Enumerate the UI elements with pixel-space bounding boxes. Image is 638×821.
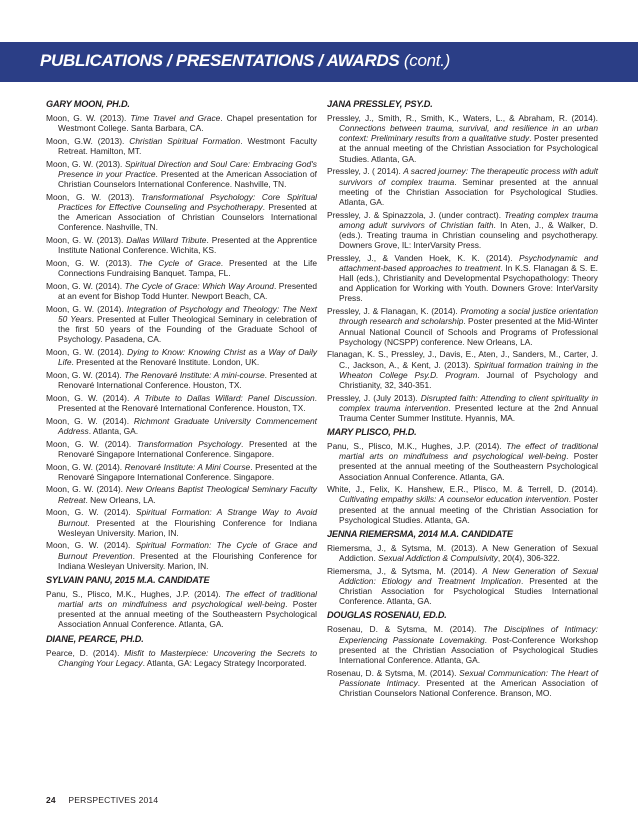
citation-entry bbox=[327, 210, 598, 251]
citation-authors: Moon, G. W. (2014). bbox=[46, 303, 127, 314]
page-title-suffix: (cont.) bbox=[403, 51, 450, 70]
citation-entry bbox=[327, 543, 598, 563]
citation-details: . Poster presented at the annual meeting of the Christian Association for Psychological Studies. Atlanta, GA. bbox=[339, 494, 598, 525]
author-section-diane-pearce-ph-d bbox=[46, 634, 317, 668]
citation-authors: Riemersma, J., & Sytsma, M. (2014). bbox=[327, 565, 483, 576]
citation-title: Spiritual formation training in the Wheaton College Psy.D. Program bbox=[339, 359, 598, 380]
citation-title: Treating complex trauma among adult survivors of Christian faith bbox=[339, 209, 598, 230]
citation-title: Misfit to Masterpiece: Uncovering the Secrets to Changing Your Legacy bbox=[58, 647, 317, 668]
citation-entry bbox=[327, 349, 598, 390]
citation-title: Spiritual Formation: The Cycle of Grace and Burnout Prevention bbox=[58, 540, 317, 561]
citation-entry bbox=[46, 192, 317, 233]
citation-title: Sexual Addiction & Compulsivity bbox=[378, 553, 498, 564]
citation-title: A New Generation of Sexual Addiction: Etiology and Treatment Implication bbox=[339, 565, 598, 586]
citation-details: . In Aten, J., & Walker, D. (eds.). Treating trauma in Christian counseling and psychotherapy. Downers Grove, IL: InterVarsity Press. bbox=[339, 219, 598, 251]
citation-details: . Chapel presentation for Westmont College. Santa Barbara, CA. bbox=[58, 113, 317, 134]
citation-title: The Cycle of Grace: Which Way Around bbox=[124, 280, 274, 291]
citation-details: . Presented at the American Association of Christian Counselors National Conference. Branson, MO. bbox=[339, 677, 598, 698]
citation-authors: Moon, G. W. (2013). bbox=[46, 113, 131, 123]
author-section-jenna-riemersma-2014-m-a-candidate bbox=[327, 529, 598, 607]
citation-details: , 20(4), 306-322. bbox=[497, 553, 560, 564]
citation-authors: Panu, S., Plisco, M.K., Hughes, J.P. (2014). bbox=[327, 441, 507, 452]
citation-details: . Seminar presented at the annual meeting of the Christian Association for Psychological Studies. Atlanta, GA. bbox=[339, 176, 598, 207]
citation-details: . Presented at the American Association of Christian Counselors International Conference. Nashville, TN. bbox=[58, 202, 317, 233]
citation-authors: Pressley, J., & Vanden Hoek, K. K. (2014). bbox=[327, 252, 519, 263]
citation-title: Renovaré Institute: A Mini Course bbox=[124, 461, 251, 472]
author-heading: DIANE, PEARCE, PH.D. bbox=[46, 633, 144, 644]
citation-details: . Atlanta, GA: Legacy Strategy Incorporated. bbox=[142, 657, 307, 668]
citation-entry bbox=[327, 624, 598, 665]
author-section-douglas-rosenau-ed-d bbox=[327, 610, 598, 698]
citation-title: A Tribute to Dallas Willard: Panel Discussion bbox=[134, 392, 315, 403]
citation-authors: Moon, G. W. (2014). bbox=[46, 415, 134, 426]
citation-title: Dying to Know: Knowing Christ as a Way of Daily Life bbox=[58, 347, 318, 368]
citation-authors: Pressley, J. & Spinazzola, J. (under contract). bbox=[327, 209, 505, 220]
citation-authors: Pearce, D. (2014). bbox=[46, 647, 125, 658]
citation-authors: Moon, G. W. (2014). bbox=[46, 540, 136, 551]
citation-entry bbox=[327, 253, 598, 304]
author-heading: JANA PRESSLEY, PSY.D. bbox=[327, 99, 433, 109]
author-heading: JENNA RIEMERSMA, 2014 M.A. CANDIDATE bbox=[327, 528, 513, 539]
citation-details: . Presented at the Flourishing Conference for Indiana Wesleyan University. Marion, IN. bbox=[58, 550, 317, 571]
citation-details: . Post-Conference Workshop presented at the Christian Association of Psychological Studies International Conference. Atlanta, GA. bbox=[339, 634, 599, 665]
citation-details: . Presented at the Renovaré Singapore International Conference. Singapore. bbox=[58, 438, 317, 459]
citation-title: Connections between trauma, survival, and resilience in an urban context: Preliminary results from a qualitative study bbox=[339, 123, 598, 144]
citation-entry bbox=[46, 648, 317, 668]
citation-title: Psychodynamic and attachment-based approaches to treatment bbox=[339, 252, 598, 273]
author-heading: DOUGLAS ROSENAU, ED.D. bbox=[327, 610, 447, 621]
section-banner bbox=[0, 42, 638, 82]
citation-details: . Presented at an event for Bishop Todd Hunter. Newport Beach, CA. bbox=[58, 280, 317, 302]
citation-title: Promoting a social justice orientation through research and scholarship bbox=[339, 306, 598, 327]
citation-authors: Pressley, J., Smith, R., Smith, K., Waters, L., & Abraham, R. (2014). bbox=[327, 113, 598, 123]
page-title bbox=[40, 51, 450, 71]
citation-authors: Rosenau, D. & Sytsma, M. (2014). bbox=[327, 624, 483, 635]
citation-entry bbox=[46, 304, 317, 345]
citation-title: Transformational Psychology: Core Spiritual Practices for Effective Counseling and Psychotherapy bbox=[58, 191, 318, 213]
citation-authors: Moon, G. W. (2014). bbox=[46, 461, 125, 472]
citation-details: . Presented at Renovaré International Conference. Houston, TX. bbox=[58, 369, 317, 391]
citation-entry bbox=[46, 258, 317, 278]
citation-authors: Pressley, J. ( 2014). bbox=[327, 166, 404, 177]
citation-entry bbox=[46, 235, 317, 255]
citation-authors: Moon, G. W. (2014). bbox=[46, 484, 126, 495]
citation-title: Spiritual Direction and Soul Care: Embracing God's Presence in your Practice bbox=[58, 158, 317, 179]
citation-entry bbox=[46, 281, 317, 301]
citation-details: . Presented lecture at the 2nd Annual Trauma Center Summer Institute. Hyannis, MA. bbox=[339, 402, 598, 423]
citation-title: The effect of traditional martial arts on mindfulness and psychological well-being bbox=[339, 441, 598, 462]
citation-authors: Pressley, J. (July 2013). bbox=[327, 392, 421, 403]
citation-details: . Presented at the American Association of Christian Counselors International Conference. Nashville, TN. bbox=[58, 168, 317, 190]
citation-entry bbox=[327, 393, 598, 423]
citation-entry bbox=[46, 462, 317, 482]
citation-details: . Presented at the Renovaré International Conference. Houston, TX. bbox=[58, 392, 317, 413]
author-section-mary-plisco-ph-d bbox=[327, 427, 598, 525]
citation-title: Disrupted faith: Attending to client spirituality in complex trauma intervention bbox=[339, 392, 599, 413]
left-column bbox=[46, 99, 317, 670]
citation-entry bbox=[327, 306, 598, 347]
citation-entry bbox=[46, 484, 317, 504]
page-number: 24 bbox=[46, 795, 56, 805]
citation-entry bbox=[327, 441, 598, 482]
citation-authors: Moon, G. W. (2013). bbox=[46, 158, 125, 169]
citation-details: . Presented at the Renovaré Singapore International Conference. Singapore. bbox=[58, 461, 317, 482]
citation-details: . Poster presented at the annual meeting of the Southeastern Psychological Association Annual Conference. Atlanta, GA. bbox=[339, 451, 599, 482]
citation-details: . Poster presented at the Mid-Winter Annual National Council of Schools and Programs of Professional Psychology (NCSPP) conference. New Orleans, LA. bbox=[339, 316, 598, 347]
citation-entry bbox=[46, 370, 317, 390]
citation-authors: Moon, G. W. (2014). bbox=[46, 280, 125, 291]
citation-title: Transformation Psychology bbox=[136, 438, 242, 449]
citation-authors: Moon, G. W. (2013). bbox=[46, 235, 127, 246]
right-column bbox=[327, 99, 598, 701]
author-section-jana-pressley-psy-d bbox=[327, 99, 598, 423]
page-title-text: PUBLICATIONS / PRESENTATIONS / AWARDS bbox=[40, 51, 400, 70]
citation-authors: Rosenau, D. & Sytsma, M. (2014). bbox=[327, 667, 460, 678]
citation-authors: Riemersma, J., & Sytsma, M. (2013). A New Generation of Sexual Addiction. bbox=[327, 542, 598, 564]
citation-authors: White, J., Felix, K. Hanshew, E.R., Plisco, M. & Terrell, D. (2014). bbox=[327, 484, 598, 495]
citation-details: . Journal of Psychology and Christianity, 32, 340-351. bbox=[339, 369, 599, 390]
publication-name: PERSPECTIVES 2014 bbox=[68, 795, 159, 805]
citation-details: . Presented at the Christian Association for Psychological Studies International Conference. Atlanta, GA. bbox=[339, 576, 598, 607]
citation-details: . Atlanta, GA. bbox=[88, 425, 139, 436]
citation-details: . Poster presented at the annual meeting of the Southeastern Psychological Association Annual Conference. Atlanta, GA. bbox=[58, 599, 318, 630]
citation-details: . In K.S. Flanagan & S. E. Hall (eds.), Christianity and Developmental Psychopathology: Theory and Application for Working with Youth. Downers Grove: InterVarsity Press. bbox=[339, 262, 599, 304]
citation-entry bbox=[327, 484, 598, 525]
citation-authors: Pressley, J. & Flanagan, K. (2014). bbox=[327, 306, 461, 317]
citation-entry bbox=[327, 566, 598, 607]
citation-title: Christian Spiritual Formation bbox=[129, 135, 241, 146]
citation-authors: Moon, G. W. (2014). bbox=[46, 369, 125, 380]
citation-title: New Orleans Baptist Theological Seminary Faculty Retreat bbox=[58, 484, 317, 505]
citation-entry bbox=[46, 159, 317, 189]
author-heading: MARY PLISCO, PH.D. bbox=[327, 427, 417, 438]
citation-entry bbox=[46, 589, 317, 630]
citation-entry bbox=[327, 166, 598, 207]
citation-entry bbox=[46, 347, 317, 367]
citation-details: . Westmont Faculty Retreat. Hamilton, MT. bbox=[58, 135, 317, 157]
citation-title: Sexual Communication: The Heart of Passionate Intimacy bbox=[339, 667, 598, 688]
citation-title: Spiritual Formation: A Strange Way to Avoid Burnout bbox=[58, 507, 317, 528]
citation-authors: Moon, G. W. (2013). bbox=[46, 258, 138, 268]
citation-entry bbox=[46, 393, 317, 413]
citation-details: . Presented at Fuller Theological Seminary in celebration of the first 50 years of the Founding of the Graduate School of Psychology. Pasadena, CA. bbox=[58, 313, 318, 345]
citation-authors: Panu, S., Plisco, M.K., Hughes, J.P. (2014). bbox=[46, 588, 226, 599]
author-section-sylvain-panu-2015-m-a-candidate bbox=[46, 575, 317, 630]
citation-entry bbox=[327, 113, 598, 164]
citation-details: . Presented at the Flourishing Conference for Indiana Wesleyan University. Marion, IN. bbox=[58, 517, 317, 538]
citation-details: . Presented at the Renovaré Institute. London, UK. bbox=[71, 357, 260, 368]
author-heading: GARY MOON, PH.D. bbox=[46, 99, 130, 109]
citation-authors: Flanagan, K. S., Pressley, J., Davis, E., Aten, J., Sanders, M., Carter, J. C., Jackson, A., & Kent, J. (2013). bbox=[327, 349, 598, 370]
citation-title: Cultivating empathy skills: A counselor education intervention bbox=[339, 494, 569, 505]
citation-authors: Moon, G. W. (2013). bbox=[46, 191, 142, 202]
citation-entry bbox=[46, 507, 317, 537]
page-footer bbox=[46, 795, 158, 805]
citation-title: The effect of traditional martial arts on mindfulness and psychological well-being bbox=[58, 588, 317, 610]
citation-entry bbox=[46, 439, 317, 459]
author-section-gary-moon-ph-d bbox=[46, 99, 317, 571]
citation-title: Dallas Willard Tribute bbox=[126, 235, 207, 246]
citation-details: . Presented at the Life Connections Fundraising Banquet. Tampa, FL. bbox=[58, 258, 317, 279]
citation-details: . Presented at the Apprentice Institute National Conference. Wichita, KS. bbox=[58, 235, 318, 256]
citation-authors: Moon, G. W. (2014). bbox=[46, 347, 128, 358]
citation-authors: Moon, G. W. (2014). bbox=[46, 507, 136, 518]
citation-entry bbox=[46, 136, 317, 156]
citation-title: A sacred journey: The therapeutic process with adult survivors of complex trauma bbox=[339, 166, 598, 187]
citation-title: The Cycle of Grace bbox=[137, 258, 221, 268]
citation-authors: Moon, G. W. (2014). bbox=[46, 392, 135, 403]
citation-title: The Renovaré Institute: A mini-course bbox=[124, 369, 265, 380]
citation-details: . Poster presented at the annual meeting of the Christian Association for Psychological Studies. Atlanta, GA. bbox=[339, 133, 599, 164]
author-heading: SYLVAIN PANU, 2015 M.A. CANDIDATE bbox=[46, 574, 210, 585]
citation-title: Time Travel and Grace bbox=[130, 113, 221, 123]
citation-title: Integration of Psychology and Theology: The Next 50 Years bbox=[58, 303, 317, 324]
citation-title: Richmont Graduate University Commencement Address bbox=[58, 415, 317, 436]
citation-authors: Moon, G.W. (2013). bbox=[46, 135, 130, 146]
citation-authors: Moon, G. W. (2014). bbox=[46, 438, 137, 449]
citation-entry bbox=[46, 113, 317, 133]
citation-entry bbox=[327, 668, 598, 698]
citation-title: The Disciplines of Intimacy: Experiencing Passionate Lovemaking bbox=[339, 624, 598, 645]
citation-entry bbox=[46, 540, 317, 570]
citation-entry bbox=[46, 416, 317, 436]
citation-details: . New Orleans, LA. bbox=[85, 494, 156, 505]
